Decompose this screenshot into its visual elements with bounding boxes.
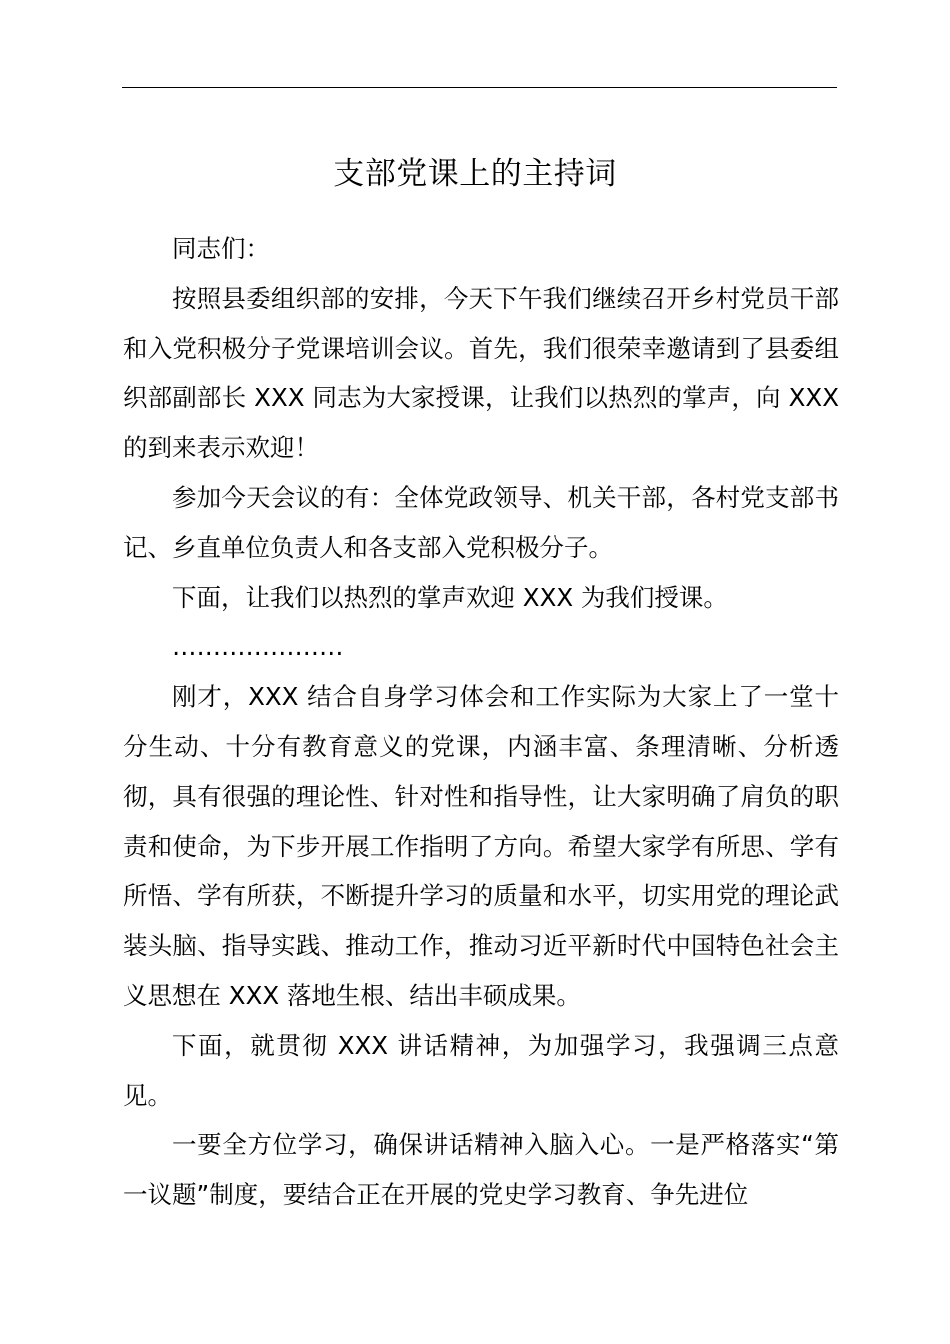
document-title: 支部党课上的主持词: [333, 156, 617, 192]
document-body: [123, 224, 839, 1220]
paragraph-salutation: 同志们：: [172, 234, 270, 263]
paragraph-opening: 按照县委组织部的安排，今天下午我们继续召开乡村党员干部和入党积极分子党课培训会议。首先，我们很荣幸邀请到了县委组织部副部长 XXX 同志为大家授课，让我们以热烈的掌声，向 XXX 的到来表示欢迎！: [123, 283, 839, 463]
header-rule: [122, 87, 837, 88]
paragraph-summary: 刚才，XXX 结合自身学习体会和工作实际为大家上了一堂十分生动、十分有教育意义的党课，内涵丰富、条理清晰、分析透彻，具有很强的理论性、针对性和指导性，让大家明确了肩负的职责和使命，为下步开展工作指明了方向。希望大家学有所思、学有所悟、学有所获，不断提升学习的质量和水平，切实用党的理论武装头脑、指导实践、推动工作，推动习近平新时代中国特色社会主义思想在 XXX 落地生根、结出丰硕成果。: [123, 682, 839, 1010]
paragraph-ellipsis: …………………: [172, 632, 344, 662]
paragraph-point-one: 一要全方位学习，确保讲话精神入脑入心。一是严格落实“第一议题”制度，要结合正在开展的党史学习教育、争先进位: [123, 1130, 839, 1210]
paragraph-welcome-speaker: 下面，让我们以热烈的掌声欢迎 XXX 为我们授课。: [172, 582, 728, 612]
paragraph-attendees: 参加今天会议的有：全体党政领导、机关干部，各村党支部书记、乡直单位负责人和各支部入党积极分子。: [123, 482, 839, 562]
paragraph-three-points: 下面，就贯彻 XXX 讲话精神，为加强学习，我强调三点意见。: [123, 1030, 839, 1110]
